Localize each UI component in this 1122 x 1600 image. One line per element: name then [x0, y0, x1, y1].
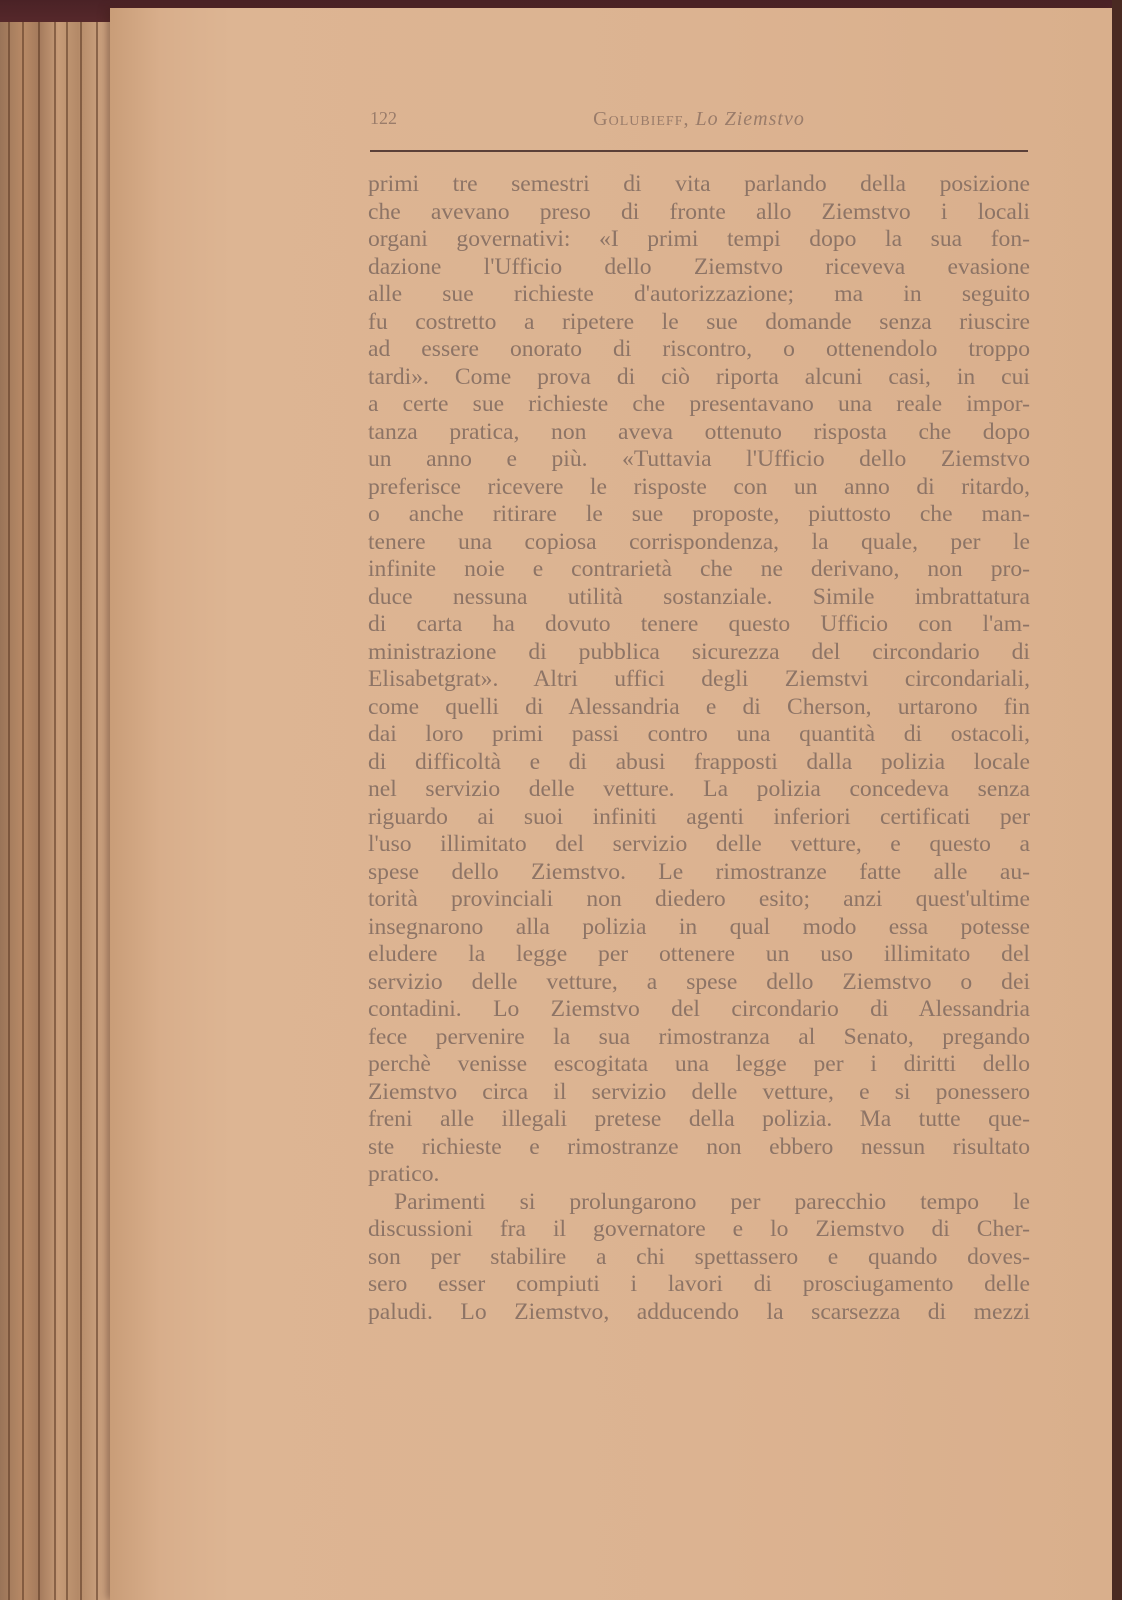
- text-line: l'uso illimitato del servizio delle vetture, e questo a: [368, 831, 1030, 857]
- text-line: tanza pratica, non aveva ottenuto risposta che dopo: [368, 418, 1030, 445]
- header-rule: [370, 150, 1028, 152]
- text-line: Elisabetgrat». Altri uffici degli Ziemstvi circondariali,: [368, 666, 1030, 692]
- text-line: tardi». Come prova di ciò riporta alcuni casi, in cui: [368, 363, 1030, 390]
- page-header: [370, 108, 1028, 138]
- text-line: riguardo ai suoi infiniti agenti inferiori certificati per: [368, 803, 1030, 830]
- text-line: alle sue richieste d'autorizzazione; ma in seguito: [368, 281, 1030, 307]
- text-line: discussioni fra il governatore e lo Ziemstvo di Cher-: [368, 1216, 1030, 1242]
- text-line: che avevano preso di fronte allo Ziemstvo i locali: [368, 198, 1030, 225]
- text-line: o anche ritirare le sue proposte, piuttosto che man-: [368, 501, 1030, 527]
- running-head-title: Lo Ziemstvo: [695, 108, 805, 130]
- text-line: di carta ha dovuto tenere questo Ufficio con l'am-: [368, 611, 1030, 637]
- text-line: dai loro primi passi contro una quantità di ostacoli,: [368, 721, 1030, 747]
- text-line: torità provinciali non diedero esito; anzi quest'ultime: [368, 886, 1030, 912]
- paragraph-1: [368, 171, 1030, 1189]
- text-line: freni alle illegali pretese della polizia. Ma tutte que-: [368, 1106, 1030, 1132]
- text-line: perchè venisse escogitata una legge per i diritti dello: [368, 1051, 1030, 1077]
- text-line: infinite noie e contrarietà che ne derivano, non pro-: [368, 556, 1030, 582]
- text-line: pratico.: [368, 1161, 440, 1187]
- text-line: organi governativi: «I primi tempi dopo la sua fon-: [368, 226, 1030, 252]
- text-line: sero esser compiuti i lavori di prosciugamento delle: [368, 1271, 1030, 1297]
- text-line: Ziemstvo circa il servizio delle vetture, e si ponessero: [368, 1078, 1030, 1105]
- text-line: ministrazione di pubblica sicurezza del circondario di: [368, 638, 1030, 665]
- text-line: tenere una copiosa corrispondenza, la quale, per le: [368, 528, 1030, 555]
- body-text: [368, 171, 1030, 1326]
- text-line: preferisce ricevere le risposte con un anno di ritardo,: [368, 473, 1030, 500]
- text-line: di difficoltà e di abusi frapposti dalla polizia locale: [368, 748, 1030, 775]
- text-line: a certe sue richieste che presentavano una reale impor-: [368, 391, 1030, 417]
- text-line: servizio delle vetture, a spese dello Ziemstvo o dei: [368, 968, 1030, 995]
- text-line: fece pervenire la sua rimostranza al Senato, pregando: [368, 1023, 1030, 1050]
- text-line: fu costretto a ripetere le sue domande senza riuscire: [368, 308, 1030, 335]
- text-line: nel servizio delle vetture. La polizia concedeva senza: [368, 776, 1030, 802]
- page-right-edge: [1112, 0, 1122, 1600]
- text-line: come quelli di Alessandria e di Cherson, urtarono fin: [368, 693, 1030, 720]
- text-line: spese dello Ziemstvo. Le rimostranze fatte alle au-: [368, 858, 1030, 885]
- paragraph-2: [368, 1189, 1030, 1327]
- text-line: son per stabilire a chi spettassero e quando doves-: [368, 1243, 1030, 1270]
- text-line: duce nessuna utilità sostanziale. Simile imbrattatura: [368, 583, 1030, 610]
- text-line: dazione l'Ufficio dello Ziemstvo riceveva evasione: [368, 253, 1030, 280]
- text-line: ad essere onorato di riscontro, o ottenendolo troppo: [368, 336, 1030, 362]
- text-line: insegnarono alla polizia in qual modo essa potesse: [368, 913, 1030, 940]
- page-number: 122: [370, 108, 397, 128]
- text-line: paludi. Lo Ziemstvo, adducendo la scarsezza di mezzi: [368, 1298, 1030, 1325]
- text-line: Parimenti si prolungarono per parecchio tempo le: [394, 1188, 1030, 1215]
- text-line: ste richieste e rimostranze non ebbero nessun risultato: [368, 1133, 1030, 1160]
- running-head: [370, 108, 1028, 131]
- text-line: eludere la legge per ottenere un uso illimitato del: [368, 941, 1030, 967]
- text-line: contadini. Lo Ziemstvo del circondario di Alessandria: [368, 996, 1030, 1022]
- text-line: primi tre semestri di vita parlando della posizione: [368, 171, 1030, 197]
- running-head-author: Golubieff,: [593, 108, 690, 130]
- text-line: un anno e più. «Tuttavia l'Ufficio dello Ziemstvo: [368, 446, 1030, 472]
